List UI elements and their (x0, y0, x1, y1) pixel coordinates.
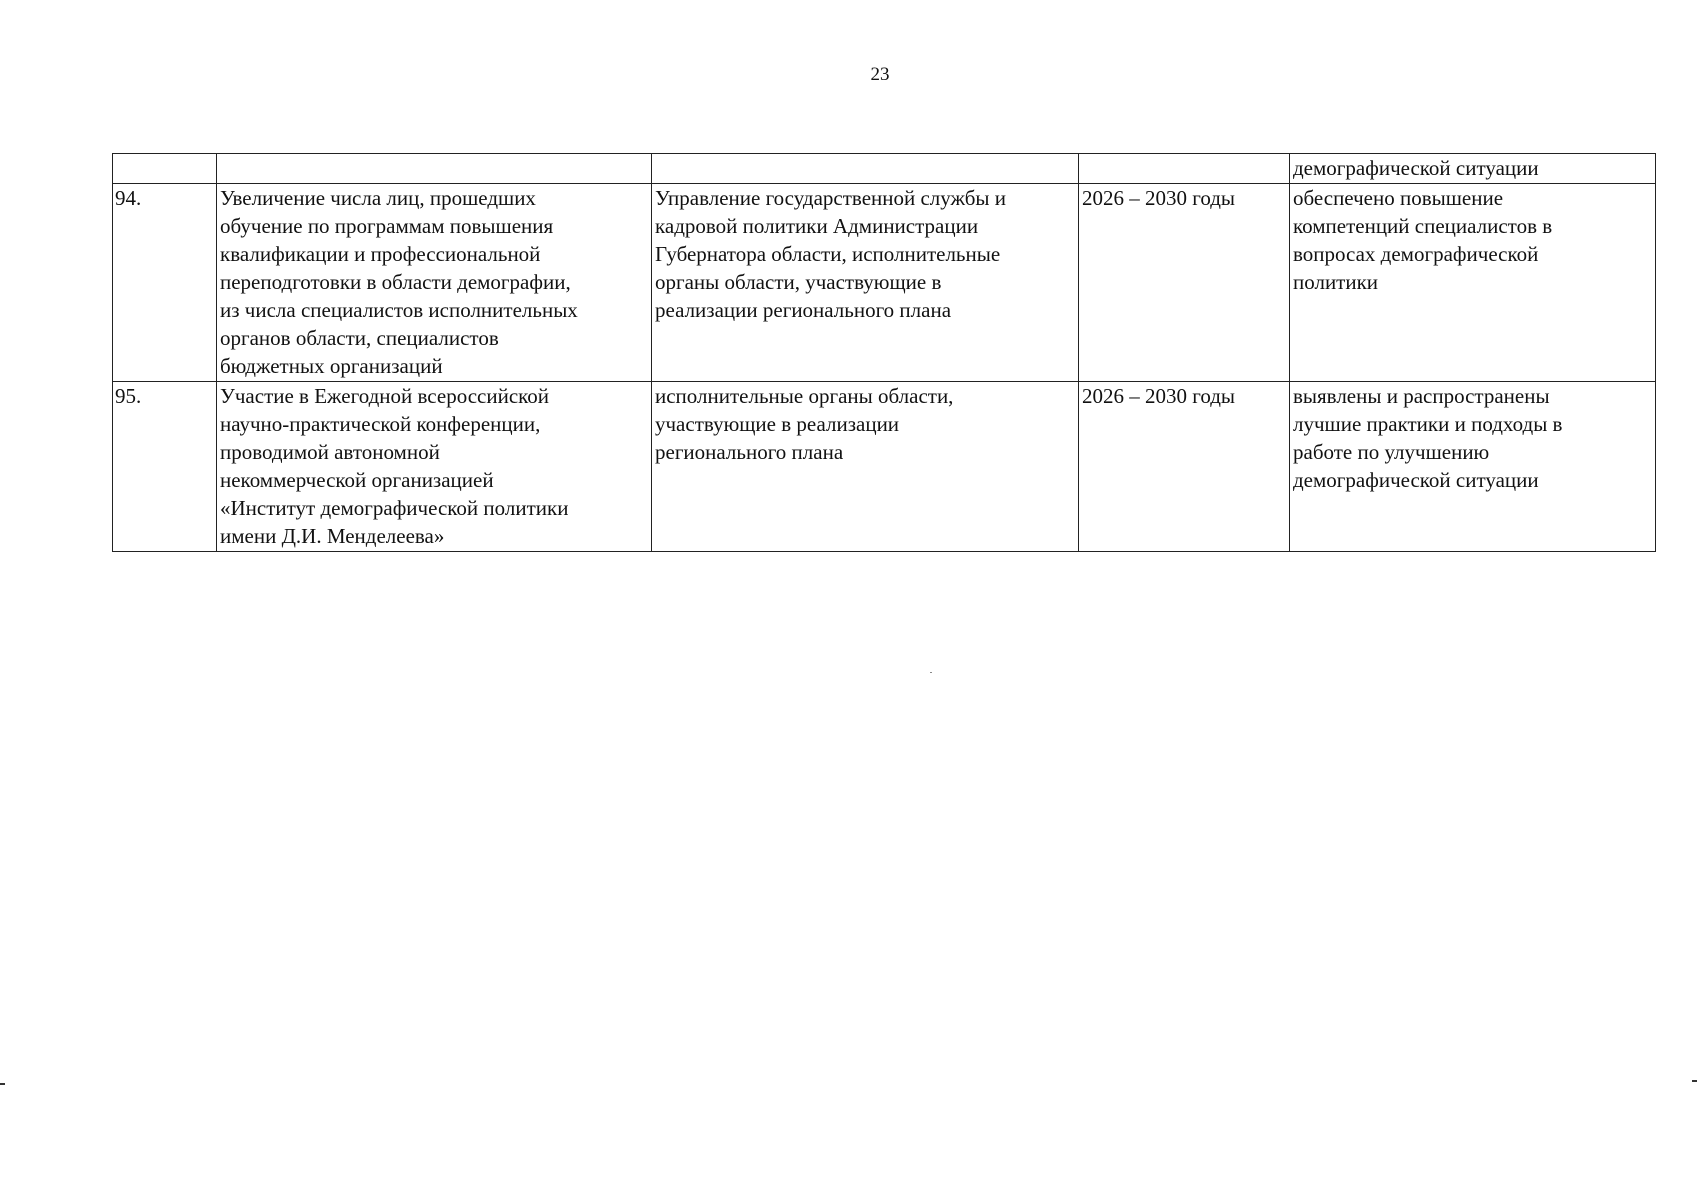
result-cell: выявлены и распространены лучшие практики и подходы в работе по улучшению демографической ситуации (1290, 382, 1656, 552)
activity-cell (217, 154, 652, 184)
page-number: 23 (870, 64, 890, 85)
period-cell: 2026 – 2030 годы (1079, 184, 1290, 382)
table-row (113, 184, 1656, 382)
result-cell: демографической ситуации (1290, 154, 1656, 184)
scan-speck (930, 672, 932, 673)
period-cell (1079, 154, 1290, 184)
row-number-cell (113, 154, 217, 184)
scan-edge-mark-left (0, 1083, 5, 1085)
row-number-cell: 94. (113, 184, 217, 382)
action-plan-table (112, 153, 1656, 552)
activity-cell: Увеличение числа лиц, прошедших обучение по программам повышения квалификации и профессиональной переподготовки в области демографии, из числа специалистов исполнительных органов области, специалистов бюджетных организаций (217, 184, 652, 382)
responsible-cell (652, 154, 1079, 184)
row-number-cell: 95. (113, 382, 217, 552)
table-row (113, 154, 1656, 184)
scan-edge-mark-right (1692, 1080, 1697, 1082)
table-row (113, 382, 1656, 552)
activity-cell: Участие в Ежегодной всероссийской научно-практической конференции, проводимой автономной некоммерческой организацией «Институт демографической политики имени Д.И. Менделеева» (217, 382, 652, 552)
responsible-cell: исполнительные органы области, участвующие в реализации регионального плана (652, 382, 1079, 552)
period-cell: 2026 – 2030 годы (1079, 382, 1290, 552)
responsible-cell: Управление государственной службы и кадровой политики Администрации Губернатора области, исполнительные органы области, участвующие в реализации регионального плана (652, 184, 1079, 382)
result-cell: обеспечено повышение компетенций специалистов в вопросах демографической политики (1290, 184, 1656, 382)
